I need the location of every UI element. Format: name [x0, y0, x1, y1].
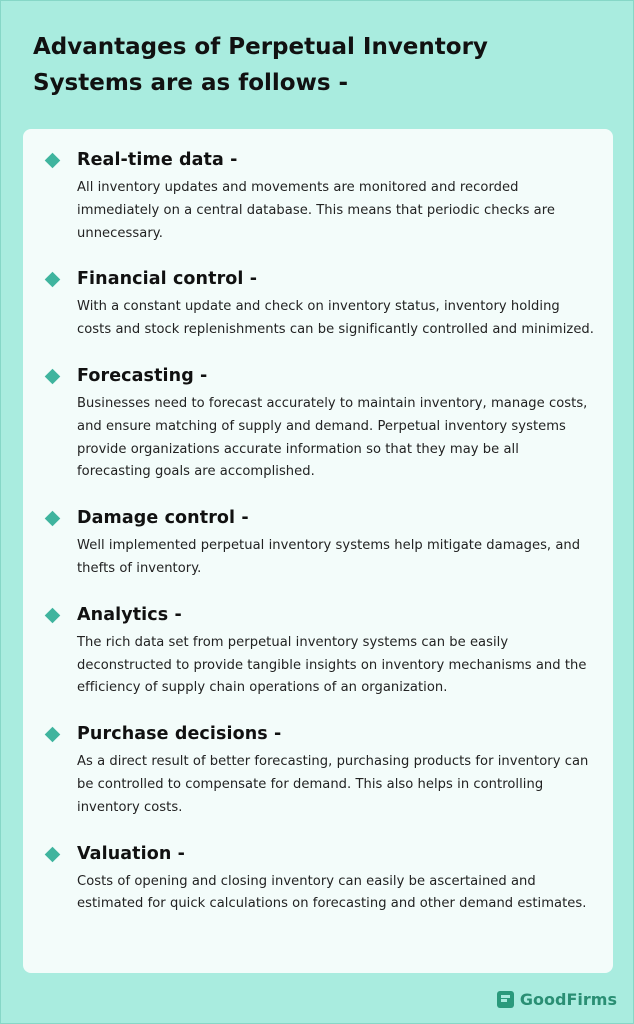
- page-title: Advantages of Perpetual Inventory Systems are as follows -: [33, 34, 488, 96]
- diamond-bullet-icon: [45, 607, 61, 623]
- advantage-item-damage-control: [45, 505, 595, 581]
- advantage-description: As a direct result of better forecasting, purchasing products for inventory can be controlled to compensate for demand. This also helps in controlling inventory costs.: [77, 754, 589, 815]
- diamond-bullet-icon: [45, 511, 61, 527]
- advantage-item-analytics: [45, 602, 595, 700]
- advantage-title: Analytics -: [77, 604, 182, 625]
- advantage-description: With a constant update and check on inventory status, inventory holding costs and stock replenishments can be significantly controlled and minimized.: [77, 299, 594, 338]
- diamond-bullet-icon: [45, 727, 61, 743]
- advantage-title: Real-time data -: [77, 150, 238, 170]
- goodfirms-logo: [497, 990, 617, 1009]
- diamond-bullet-icon: [45, 153, 61, 169]
- advantage-description: The rich data set from perpetual inventory systems can be easily deconstructed to provide tangible insights on inventory mechanisms and the efficiency of supply chain operations of an organization.: [77, 634, 587, 696]
- advantage-description: All inventory updates and movements are monitored and recorded immediately on a central database. This means that periodic checks are unnecessary.: [77, 180, 555, 241]
- advantage-title: Financial control -: [77, 269, 258, 290]
- advantage-title: Damage control -: [77, 508, 249, 529]
- diamond-bullet-icon: [45, 369, 61, 385]
- advantage-title: Forecasting -: [77, 365, 208, 386]
- advantage-item-purchase-decisions: [45, 721, 595, 819]
- advantage-description: Businesses need to forecast accurately to maintain inventory, manage costs, and ensure matching of supply and demand. Perpetual inventory systems provide organizations accurate information so that they may be all forecasting goals are accomplished.: [77, 395, 588, 480]
- advantage-description: Costs of opening and closing inventory can easily be ascertained and estimated for quick calculations on forecasting and other demand estimates.: [77, 873, 587, 912]
- advantage-title: Valuation -: [77, 843, 185, 864]
- goodfirms-logo-icon: [497, 991, 514, 1008]
- diamond-bullet-icon: [45, 846, 61, 862]
- advantage-description: Well implemented perpetual inventory systems help mitigate damages, and thefts of inventory.: [77, 538, 581, 576]
- advantages-card: [23, 129, 613, 973]
- advantage-title: Purchase decisions -: [77, 724, 282, 745]
- advantage-item-forecasting: [45, 363, 595, 484]
- diamond-bullet-icon: [45, 272, 61, 288]
- brand-name: GoodFirms: [519, 990, 617, 1009]
- advantage-item-valuation: [45, 841, 595, 917]
- advantage-item-financial-control: [45, 266, 595, 342]
- advantage-item-real-time-data: [45, 147, 595, 245]
